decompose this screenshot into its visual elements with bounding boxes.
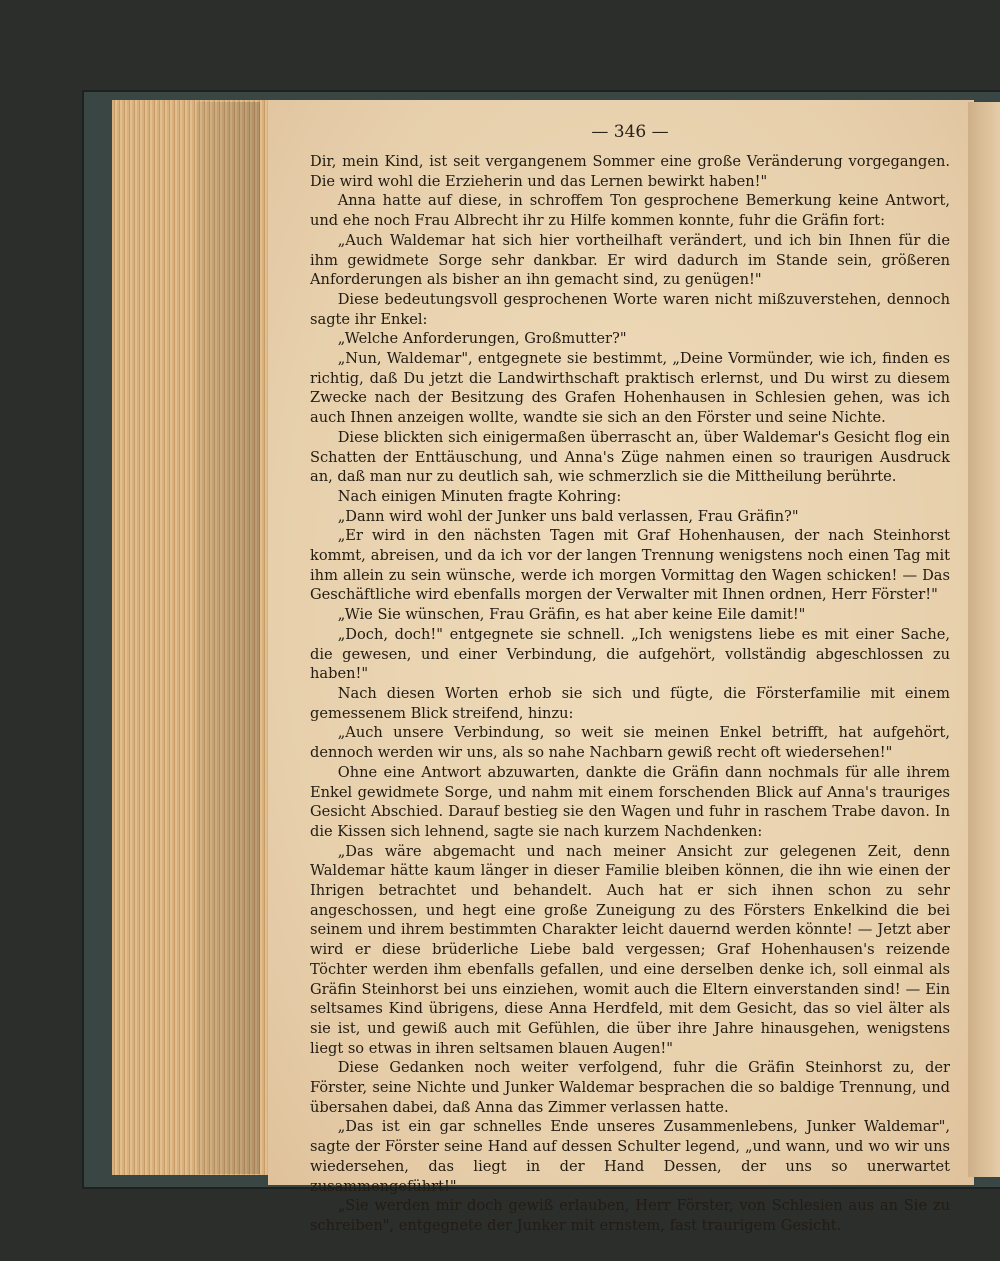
paragraph: Ohne eine Antwort abzuwarten, dankte die Gräfin dann nochmals für alle ihrem Enkel gewidmete Sorge, und nahm mit einem forschenden Blick auf Anna's trauriges Gesicht Abschied. Darauf bestieg sie den Wagen und fuhr in raschem Trabe davon. In die Kissen sich lehnend, sagte sie nach kurzem Nachdenken: — [310, 763, 950, 840]
paragraph: Dir, mein Kind, ist seit vergangenem Sommer eine große Veränderung vorgegangen. Die wird wohl die Erzieherin und das Lernen bewirkt haben!" — [310, 153, 950, 190]
paragraph: „Er wird in den nächsten Tagen mit Graf Hohenhausen, der nach Steinhorst kommt, abreisen, und da ich vor der langen Trennung wenigstens noch einen Tag mit ihm allein zu sein wünsche, werde ich morgen Vormittag den Wagen schicken! — Das Geschäftliche wird ebenfalls morgen der Verwalter mit Ihnen ordnen, Herr Förster!" — [310, 527, 950, 604]
paragraph: „Sie werden mir doch gewiß erlauben, Herr Förster, von Schlesien aus an Sie zu schreiben", entgegnete der Junker mit ernstem, fast traurigem Gesicht. — [310, 1197, 950, 1234]
paragraph: „Doch, doch!" entgegnete sie schnell. „Ich wenigstens liebe es mit einer Sache, die gewesen, und einer Verbindung, die aufgehört, vollständig abgeschlossen zu haben!" — [310, 625, 950, 683]
facing-page-edge — [968, 102, 1000, 1177]
paragraph: Diese bedeutungsvoll gesprochenen Worte waren nicht mißzuverstehen, dennoch sagte ihr Enkel: — [310, 290, 950, 328]
paragraph: Anna hatte auf diese, in schroffem Ton gesprochene Bemerkung keine Antwort, und ehe noch Frau Albrecht ihr zu Hilfe kommen konnte, fuhr die Gräfin fort: — [310, 192, 950, 230]
paragraph: Nach diesen Worten erhob sie sich und fügte, die Försterfamilie mit einem gemessenem Blick streifend, hinzu: — [310, 684, 950, 722]
paragraph: „Welche Anforderungen, Großmutter?" — [337, 330, 627, 348]
paragraph: „Nun, Waldemar", entgegnete sie bestimmt, „Deine Vormünder, wie ich, finden es richtig, daß Du jetzt die Landwirthschaft praktisch erlernst, und Du wirst zu diesem Zwecke nach der Besitzung des Grafen Hohenhausen in Schlesien gehen, was ich auch Ihnen anzeigen wollte, wandte sie sich an den Förster und seine Nichte. — [310, 350, 950, 427]
paragraph: „Auch Waldemar hat sich hier vortheilhaft verändert, und ich bin Ihnen für die ihm gewidmete Sorge sehr dankbar. Er wird dadurch im Stande sein, größeren Anforderungen als bisher an ihn gemacht sind, zu genügen!" — [310, 231, 950, 289]
paragraph: Diese Gedanken noch weiter verfolgend, fuhr die Gräfin Steinhorst zu, der Förster, seine Nichte und Junker Waldemar besprachen die so baldige Trennung, und übersahen dabei, daß Anna das Zimmer verlassen hatte. — [310, 1059, 950, 1116]
page-text — [310, 152, 950, 1236]
paragraph: „Auch unsere Verbindung, so weit sie meinen Enkel betrifft, hat aufgehört, dennoch werden wir uns, als so nahe Nachbarn gewiß recht oft wiedersehen!" — [310, 724, 950, 762]
paragraph: Nach einigen Minuten fragte Kohring: — [337, 487, 622, 505]
paragraph: „Das wäre abgemacht und nach meiner Ansicht zur gelegenen Zeit, denn Waldemar hätte kaum länger in dieser Familie bleiben können, die ihn wie einen der Ihrigen betrachtet und behandelt. Auch hat er sich ihnen schon zu sehr angeschossen, und hegt eine große Zuneigung zu des Försters Enkelkind die bei seinem und ihrem bestimmten Charakter leicht dauernd werden könnte! — Jetzt aber wird er diese brüderliche Liebe bald vergessen; Graf Hohenhausen's reizende Töchter werden ihm ebenfalls gefallen, und eine derselben denke ich, soll einmal als Gräfin Steinhorst bei uns einziehen, womit auch die Eltern einverstanden sind! — Ein seltsames Kind übrigens, diese Anna Herdfeld, mit dem Gesicht, das so viel älter als sie ist, und gewiß auch mit Gefühlen, die über ihre Jahre hinausgehen, wenigstens liegt so etwas in ihren seltsamen blauen Augen!" — [310, 842, 950, 1057]
page-edges-shadow — [196, 102, 260, 1174]
paragraph: „Dann wird wohl der Junker uns bald verlassen, Frau Gräfin?" — [337, 507, 799, 525]
paragraph: „Das ist ein gar schnelles Ende unseres Zusammenlebens, Junker Waldemar", sagte der Förster seine Hand auf dessen Schulter legend, „und wann, und wo wir uns wiedersehen, das liegt in der Hand Dessen, der uns so unerwartet zusammengeführt!" — [310, 1118, 950, 1195]
page-number: — 346 — — [591, 122, 669, 142]
paragraph: Diese blickten sich einigermaßen überrascht an, über Waldemar's Gesicht flog ein Schatten der Enttäuschung, und Anna's Züge nahmen einen so traurigen Ausdruck an, daß man nur zu deutlich sah, wie schmerzlich sie die Mittheilung berührte. — [310, 428, 950, 486]
paragraph: „Wie Sie wünschen, Frau Gräfin, es hat aber keine Eile damit!" — [337, 606, 806, 624]
